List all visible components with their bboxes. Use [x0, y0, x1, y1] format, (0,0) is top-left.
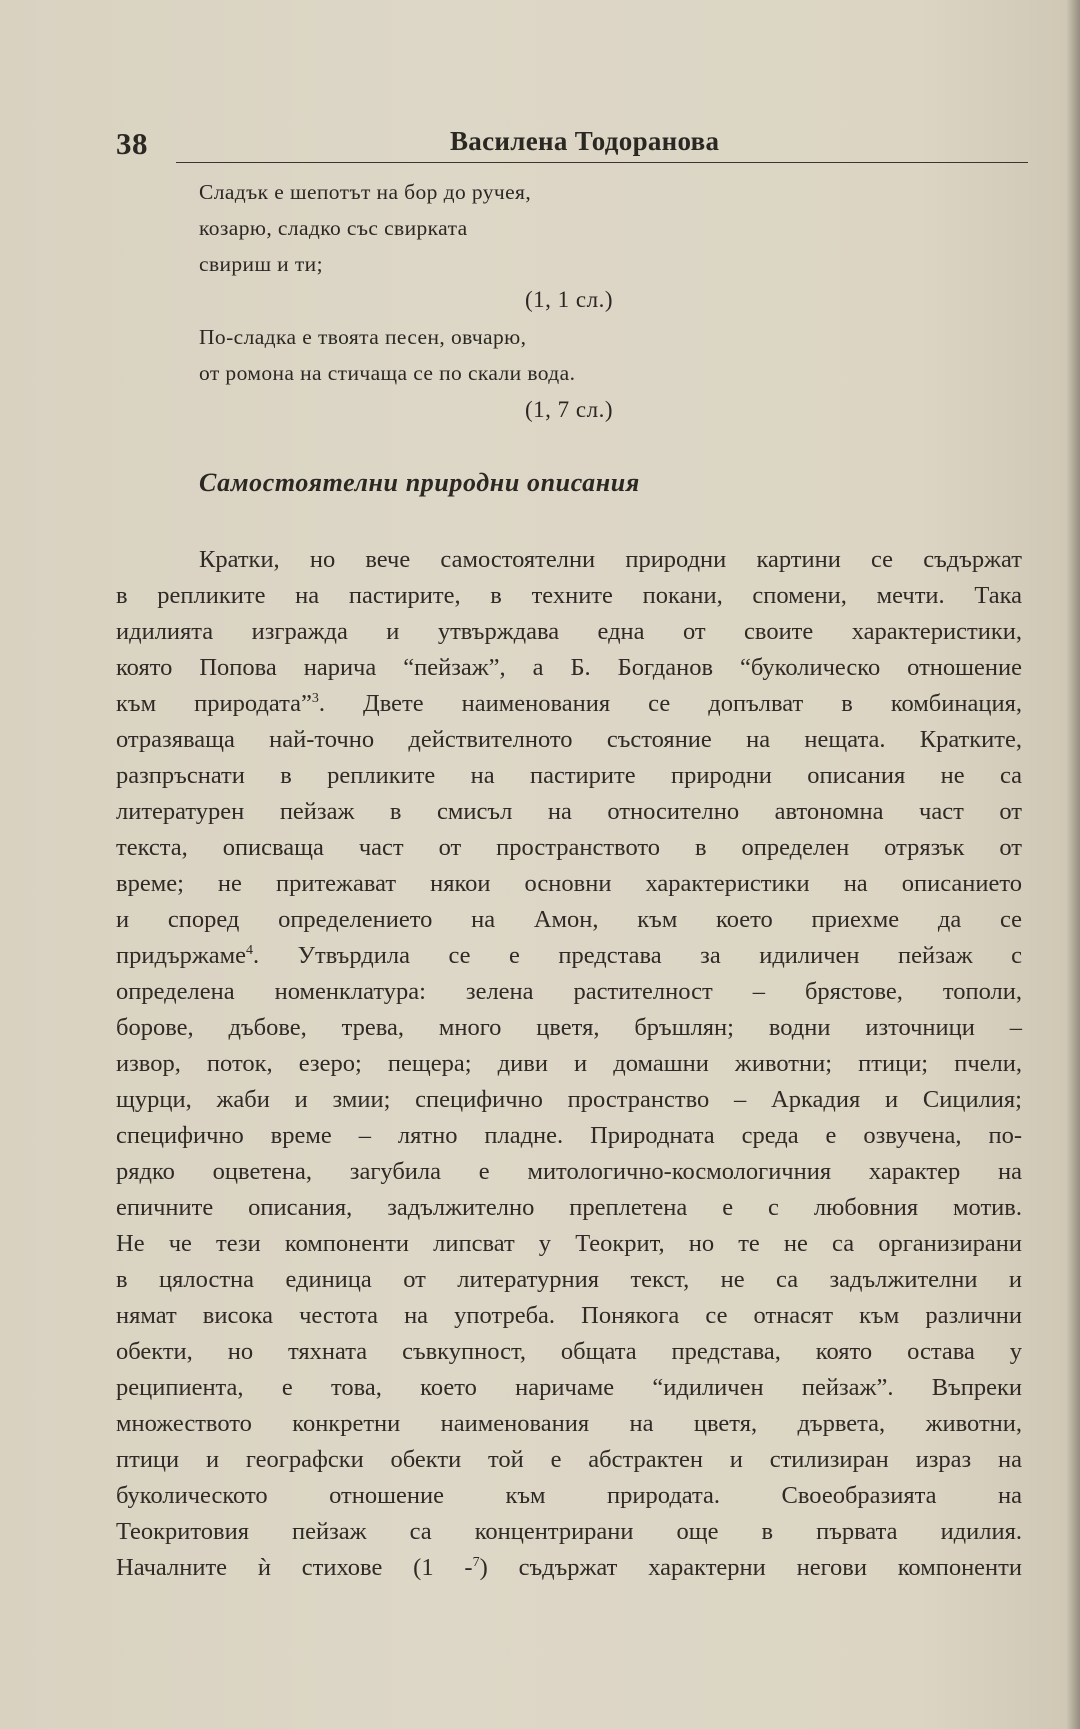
verse-line: козарю, сладко със свирката [199, 216, 468, 240]
body-line: множеството конкретни наименования на цветя, дървета, животни, [116, 1410, 1022, 1437]
footnote-marker: 3 [311, 690, 319, 706]
body-line: и според определението на Амон, към което приехме да се [116, 906, 1022, 933]
page-number: 38 [116, 126, 148, 161]
body-line: рядко оцветена, загубила е митологично-космологичния характер на [116, 1158, 1022, 1185]
verse-citation: (1, 7 сл.) [525, 397, 614, 422]
section-heading: Самостоятелни природни описания [199, 468, 640, 497]
page-header [116, 122, 1028, 168]
body-text-run: Началните ѝ стихове (1 - [116, 1554, 473, 1581]
body-line: нямат висока честота на употреба. Понякога се отнасят към различни [116, 1302, 1022, 1329]
verse-line: свириш и ти; [199, 252, 323, 276]
verse-line: от ромона на стичаща се по скали вода. [199, 361, 576, 385]
body-text-run: . Утвърдила се е представа за идиличен пейзаж с [253, 942, 1022, 969]
body-line: птици и географски обекти той е абстрактен и стилизиран израз на [116, 1446, 1022, 1473]
body-line: щурци, жаби и змии; специфично пространство – Аркадия и Сицилия; [116, 1086, 1022, 1113]
body-text-run: ) съдържат характерни негови компоненти [479, 1554, 1022, 1581]
body-text-run: придържаме [116, 942, 247, 969]
body-line [116, 686, 1022, 722]
body-line: епичните описания, задължително преплетена е с любовния мотив. [116, 1194, 1022, 1221]
body-line: литературен пейзаж в смисъл на относително автономна част от [116, 798, 1022, 825]
body-line: специфично време – лятно пладне. Природната среда е озвучена, по- [116, 1122, 1022, 1149]
body-text-run: . Двете наименования се допълват в комбинация, [318, 690, 1022, 717]
body-line: текста, описваща част от пространството в определен отрязък от [116, 834, 1022, 861]
body-line: обекти, но тяхната съвкупност, общата представа, която остава у [116, 1338, 1022, 1365]
body-line: извор, поток, езеро; пещера; диви и домашни животни; птици; пчели, [116, 1050, 1022, 1077]
body-line [116, 938, 1022, 974]
body-line: време; не притежават някои основни характеристики на описанието [116, 870, 1022, 897]
body-text-run: към природата” [116, 690, 312, 717]
verse-line: По-сладка е твоята песен, овчарю, [199, 325, 527, 349]
body-line: отразяваща най-точно действителното състояние на нещата. Кратките, [116, 726, 1022, 753]
page-edge-shadow [1066, 0, 1080, 1729]
body-line: която Попова нарича “пейзаж”, а Б. Богданов “буколическо отношение [116, 654, 1022, 681]
header-rule [176, 162, 1028, 163]
verse-line: Сладък е шепотът на бор до ручея, [199, 180, 532, 204]
running-head-author: Василена Тодоранова [450, 126, 720, 156]
body-line: Кратки, но вече самостоятелни природни картини се съдържат [199, 546, 1022, 573]
body-line [116, 1550, 1022, 1586]
body-line: в цялостна единица от литературния текст, не са задължителни и [116, 1266, 1022, 1293]
body-line: борове, дъбове, трева, много цветя, бръшлян; водни източници – [116, 1014, 1022, 1041]
body-line: Не че тези компоненти липсват у Теокрит, но те не са организирани [116, 1230, 1022, 1257]
footnote-marker: 4 [246, 942, 254, 958]
body-line: буколическото отношение към природата. Своеобразията на [116, 1482, 1022, 1509]
body-line: в репликите на пастирите, в техните покани, спомени, мечти. Така [116, 582, 1022, 609]
body-line: реципиента, е това, което наричаме “идиличен пейзаж”. Въпреки [116, 1374, 1022, 1401]
body-line: идилията изгражда и утвърждава една от своите характеристики, [116, 618, 1022, 645]
body-line: определена номенклатура: зелена растителност – брястове, тополи, [116, 978, 1022, 1005]
body-line: Теокритовия пейзаж са концентрирани още в първата идилия. [116, 1518, 1022, 1545]
verse-citation: (1, 1 сл.) [525, 287, 614, 312]
footnote-marker: 7 [472, 1554, 480, 1570]
body-line: разпръснати в репликите на пастирите природни описания не са [116, 762, 1022, 789]
